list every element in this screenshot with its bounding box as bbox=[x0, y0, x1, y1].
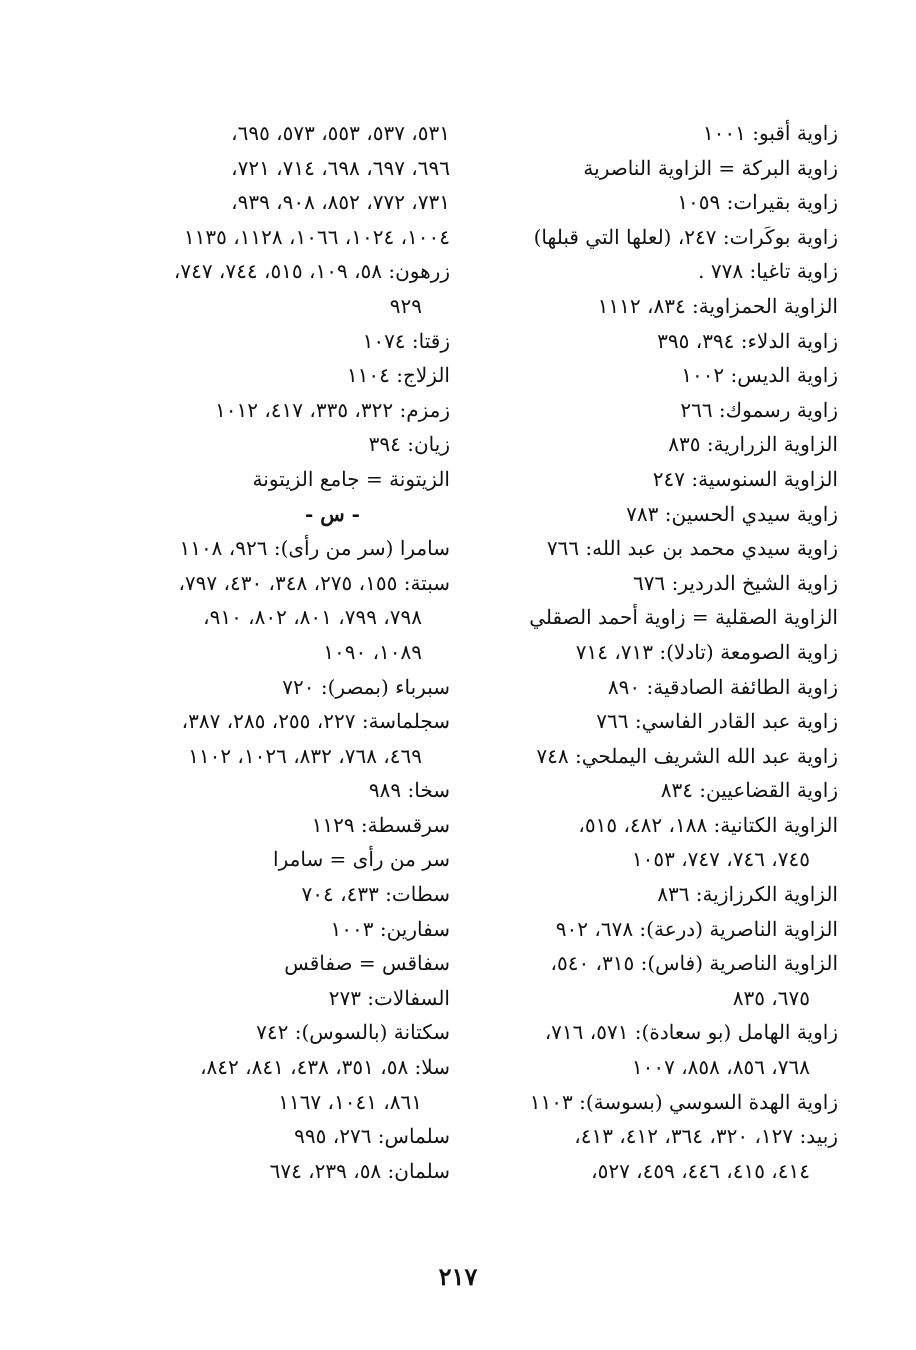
index-entry-continuation: ٥٣١، ٥٣٧، ٥٥٣، ٥٧٣، ٦٩٥، bbox=[231, 121, 450, 145]
index-entry: زاوية عبد الله الشريف اليملحي: ٧٤٨ bbox=[536, 743, 838, 768]
index-entry: زيان: ٣٩٤ bbox=[368, 432, 450, 457]
index-entry: زاوية الدلاء: ٣٩٤، ٣٩٥ bbox=[657, 328, 838, 353]
index-entry: زاوية سيدي الحسين: ٧٨٣ bbox=[626, 501, 838, 526]
index-entry: زاوية القضاعيين: ٨٣٤ bbox=[660, 778, 838, 803]
index-entry: سلماس: ٢٧٦، ٩٩٥ bbox=[294, 1124, 450, 1149]
page-number: ٢١٧ bbox=[438, 1262, 478, 1291]
index-entry: زاوية سيدي محمد بن عبد الله: ٧٦٦ bbox=[546, 536, 838, 561]
index-entry-continuation: ٦٩٦، ٦٩٧، ٦٩٨، ٧١٤، ٧٢١، bbox=[231, 155, 450, 180]
index-entry-continuation: ٧٩٨، ٧٩٩، ٨٠١، ٨٠٢، ٩١٠، bbox=[203, 605, 422, 630]
index-entry: زاوية الشيخ الدردير: ٦٧٦ bbox=[633, 570, 838, 595]
index-entry-continuation: ٧٣١، ٧٧٢، ٨٥٢، ٩٠٨، ٩٣٩، bbox=[231, 190, 450, 215]
index-entry: الزيتونة = جامع الزيتونة bbox=[252, 466, 450, 491]
index-entry: سفاقس = صفاقس bbox=[284, 951, 450, 976]
index-entry-continuation: ١٠٨٩، ١٠٩٠ bbox=[323, 639, 422, 664]
index-entry: السفالات: ٢٧٣ bbox=[328, 985, 450, 1010]
index-entry: زاوية أقبو: ١٠٠١ bbox=[702, 121, 838, 145]
index-entry: الزاوية الناصرية (درعة): ٦٧٨، ٩٠٢ bbox=[555, 916, 838, 941]
index-entry: زاوية بقيرات: ١٠٥٩ bbox=[677, 190, 838, 215]
index-entry: الزلاج: ١١٠٤ bbox=[346, 363, 450, 388]
index-entry: سر من رأى = سامرا bbox=[273, 847, 450, 872]
index-entry: زرهون: ٥٨، ١٠٩، ٥١٥، ٧٤٤، ٧٤٧، bbox=[173, 259, 450, 284]
index-entry: الزاوية الكتانية: ١٨٨، ٤٨٢، ٥١٥، bbox=[578, 812, 838, 837]
index-entry: زاوية البركة = الزاوية الناصرية bbox=[583, 155, 838, 180]
index-entry: زاوية بوكَرات: ٢٤٧، (لعلها التي قبلها) bbox=[533, 224, 838, 249]
index-entry: سفارين: ١٠٠٣ bbox=[330, 916, 450, 941]
index-entry-continuation: ٤٦٩، ٧٦٨، ٨٣٢، ١٠٢٦، ١١٠٢ bbox=[188, 743, 422, 768]
index-entry: سطات: ٤٣٣، ٧٠٤ bbox=[301, 882, 450, 907]
index-entry: سلا: ٥٨، ٣٥١، ٤٣٨، ٨٤١، ٨٤٢، bbox=[200, 1055, 450, 1080]
index-entry: زاوية عبد القادر الفاسي: ٧٦٦ bbox=[596, 709, 838, 734]
index-entry: سبتة: ١٥٥، ٢٧٥، ٣٤٨، ٤٣٠، ٧٩٧، bbox=[178, 570, 450, 595]
index-entry: زاوية رسموك: ٢٦٦ bbox=[680, 397, 838, 422]
index-entry-continuation: ٦٧٥، ٨٣٥ bbox=[732, 985, 810, 1010]
index-entry-continuation: ٩٢٩ bbox=[389, 293, 422, 318]
index-column-right bbox=[483, 116, 838, 1188]
index-entry: الزاوية الصقلية = زاوية أحمد الصقلي bbox=[529, 605, 838, 630]
index-entry: زقتا: ١٠٧٤ bbox=[362, 328, 450, 353]
section-letter-heading: - س - bbox=[305, 501, 360, 526]
index-entry: زاوية الهدة السوسي (بسوسة): ١١٠٣ bbox=[529, 1089, 838, 1114]
index-entry: سلمان: ٥٨، ٢٣٩، ٦٧٤ bbox=[269, 1158, 450, 1183]
index-entry: الزاوية الكرزازية: ٨٣٦ bbox=[657, 882, 838, 907]
index-entry-continuation: ٧٤٥، ٧٤٦، ٧٤٧، ١٠٥٣ bbox=[631, 847, 810, 872]
index-entry: سرقسطة: ١١٢٩ bbox=[311, 812, 450, 837]
index-entry: سكتانة (بالسوس): ٧٤٢ bbox=[256, 1020, 450, 1045]
index-entry: الزاوية الحمزاوية: ٨٣٤، ١١١٢ bbox=[597, 293, 838, 318]
index-entry: سبرباء (بمصر): ٧٢٠ bbox=[282, 674, 450, 699]
index-entry: زاوية الديس: ١٠٠٢ bbox=[681, 363, 838, 388]
index-entry-continuation: ٤١٤، ٤١٥، ٤٤٦، ٤٥٩، ٥٢٧، bbox=[591, 1158, 810, 1183]
index-entry: زبيد: ١٢٧، ٣٢٠، ٣٦٤، ٤١٢، ٤١٣، bbox=[574, 1124, 838, 1149]
index-entry: زاوية الهامل (بو سعادة): ٥٧١، ٧١٦، bbox=[544, 1020, 838, 1045]
index-entry: الزاوية الناصرية (فاس): ٣١٥، ٥٤٠، bbox=[550, 951, 838, 976]
index-entry: زمزم: ٣٢٢، ٣٣٥، ٤١٧، ١٠١٢ bbox=[215, 397, 450, 422]
index-entry: زاوية الطائفة الصادقية: ٨٩٠ bbox=[607, 674, 838, 699]
index-entry-continuation: ١٠٠٤، ١٠٢٤، ١٠٦٦، ١١٢٨، ١١٣٥ bbox=[183, 224, 450, 249]
index-entry: زاوية الصومعة (تادلا): ٧١٣، ٧١٤ bbox=[575, 639, 838, 664]
index-entry-continuation: ٨٦١، ١٠٤١، ١١٦٧ bbox=[278, 1089, 422, 1114]
index-entry: سخا: ٩٨٩ bbox=[368, 778, 450, 803]
index-entry: الزاوية الزرارية: ٨٣٥ bbox=[668, 432, 838, 457]
index-entry-continuation: ٧٦٨، ٨٥٦، ٨٥٨، ١٠٠٧ bbox=[631, 1055, 810, 1080]
index-column-left bbox=[95, 116, 450, 1188]
index-entry: سامرا (سر من رأى): ٩٢٦، ١١٠٨ bbox=[179, 536, 450, 561]
index-entry: الزاوية السنوسية: ٢٤٧ bbox=[652, 466, 838, 491]
index-entry: زاوية تاغيا: ٧٧٨ . bbox=[698, 259, 838, 284]
index-entry: سجلماسة: ٢٢٧، ٢٥٥، ٢٨٥، ٣٨٧، bbox=[181, 709, 450, 734]
